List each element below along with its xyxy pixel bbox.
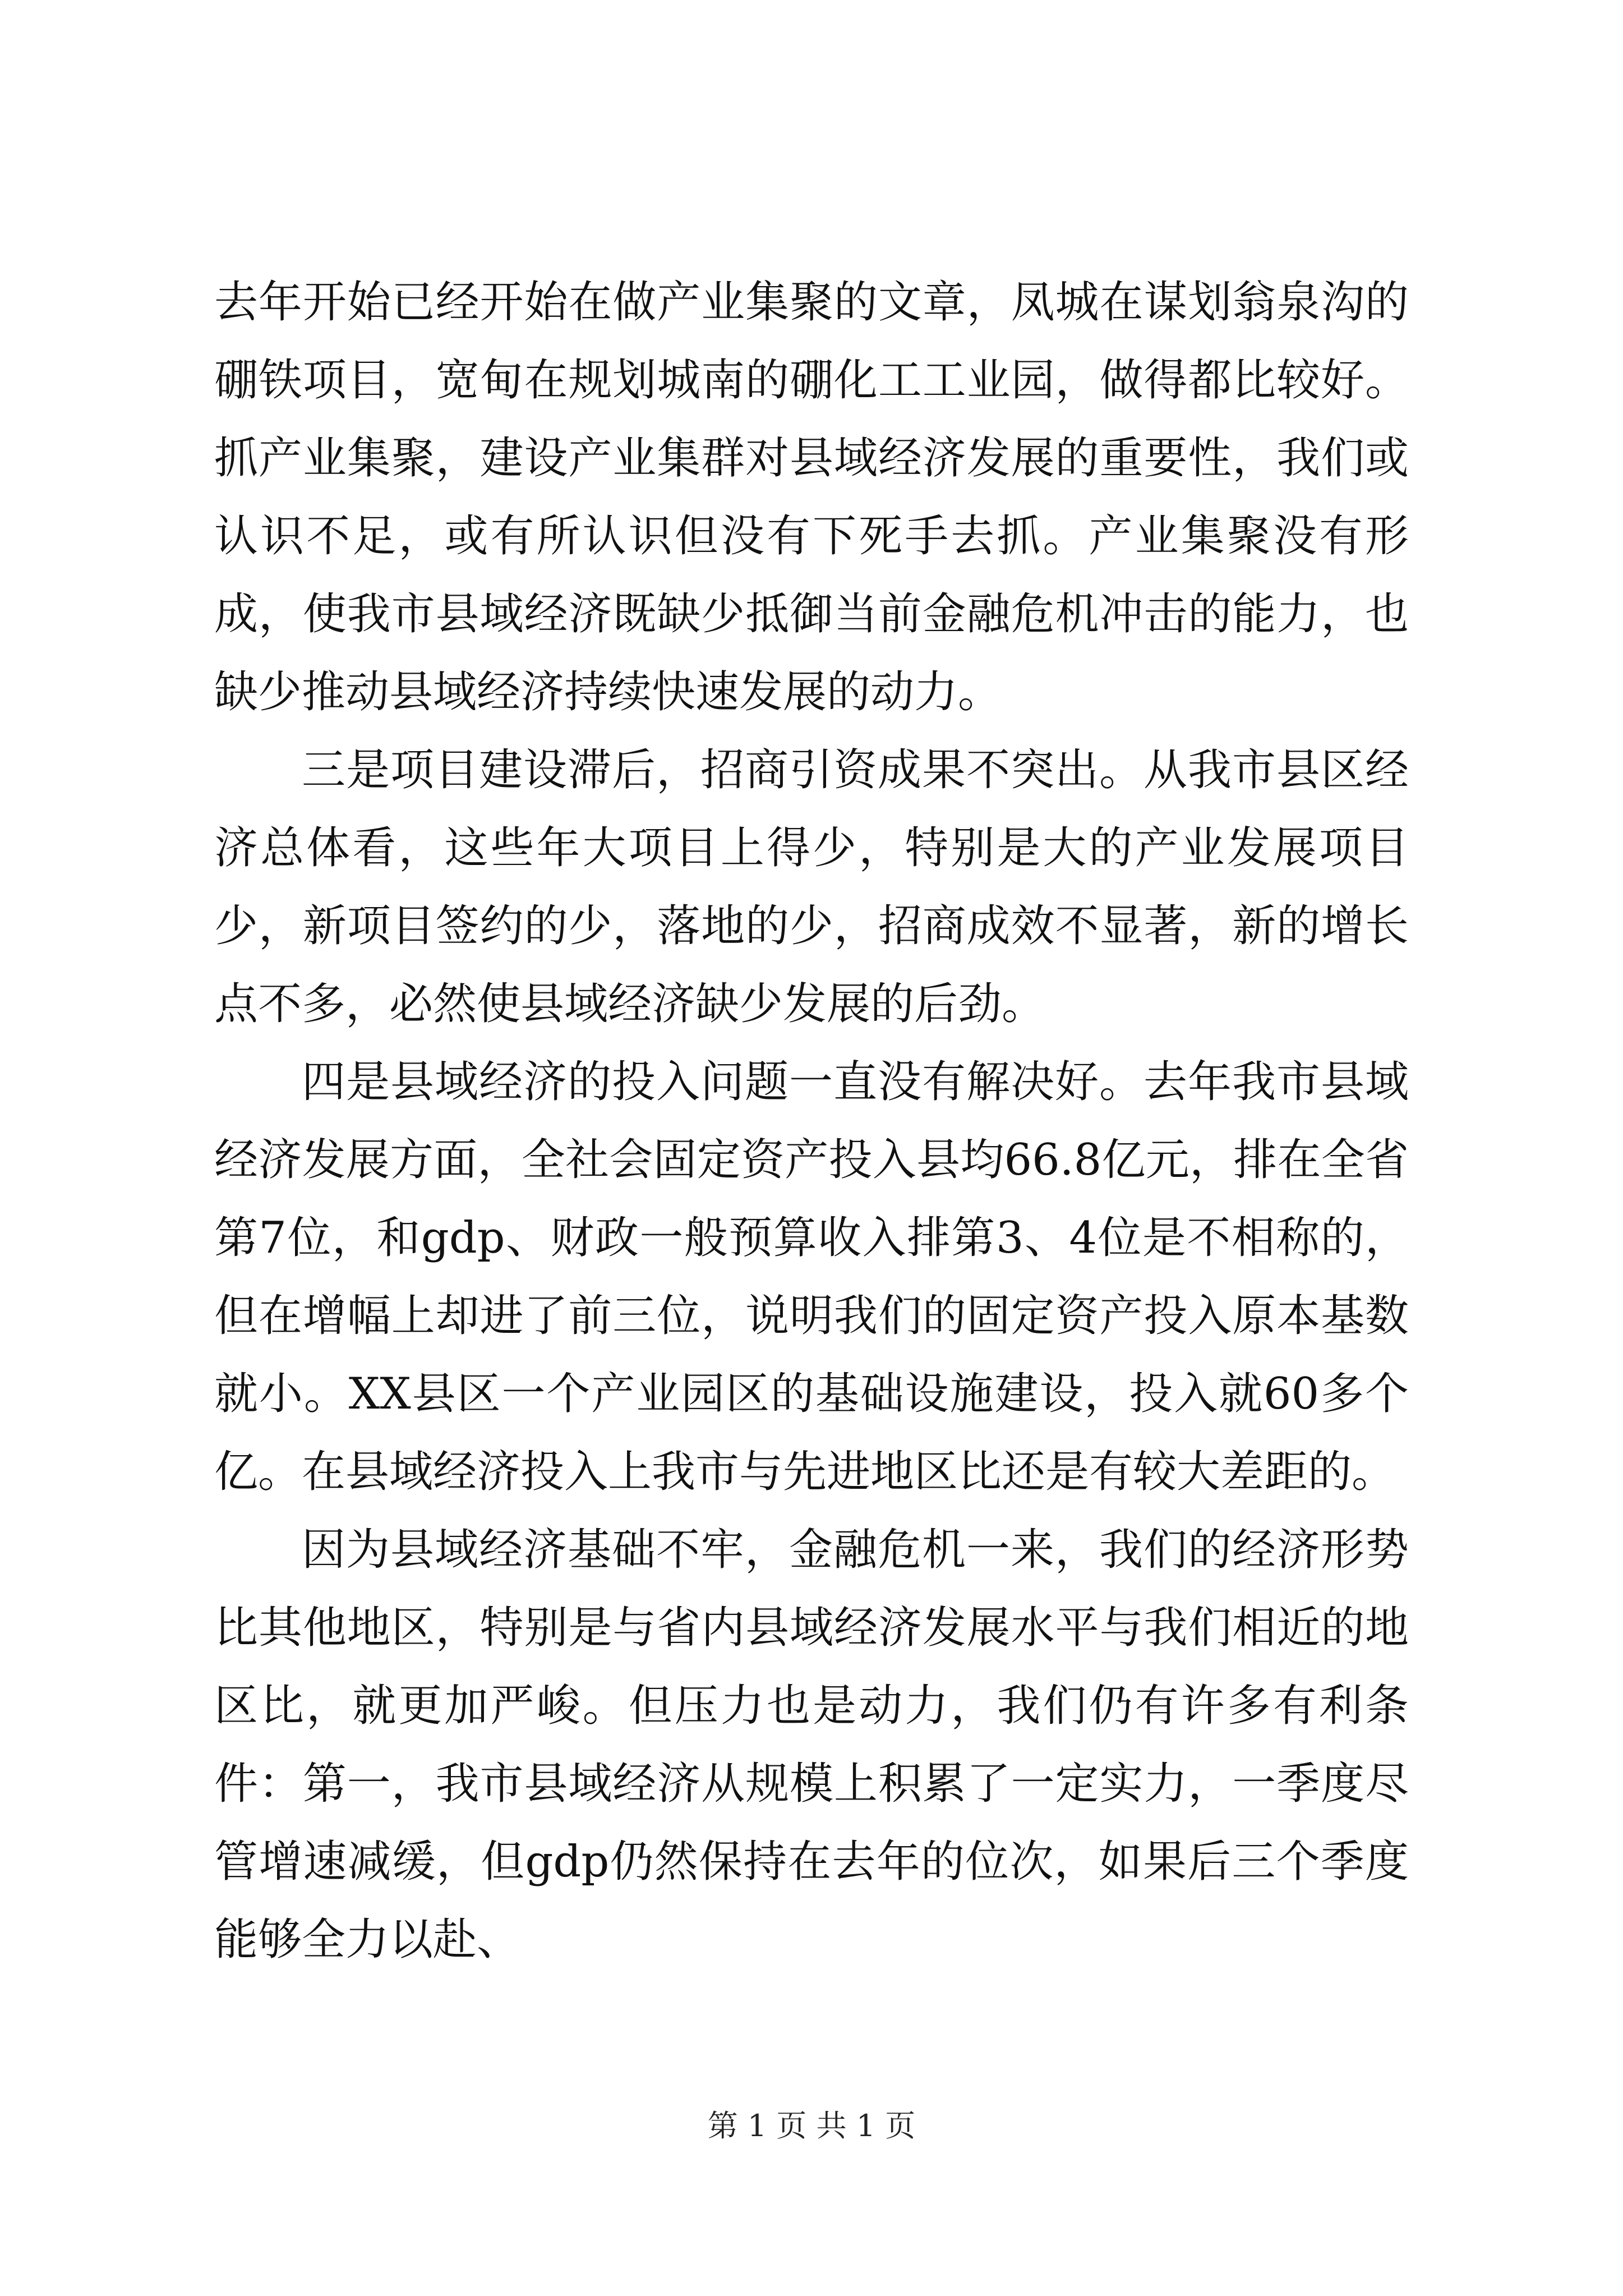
document-body bbox=[214, 264, 1409, 1979]
paragraph-project-construction: 三是项目建设滞后，招商引资成果不突出。从我市县区经济总体看，这些年大项目上得少，特别是大的产业发展项目少，新项目签约的少，落地的少，招商成效不显著，新的增长点不多，必然使县域经济缺少发展的后劲。 bbox=[214, 745, 1409, 1029]
page-footer: 第 1 页 共 1 页 bbox=[707, 2108, 916, 2143]
paragraph-financial-crisis: 因为县域经济基础不牢，金融危机一来，我们的经济形势比其他地区，特别是与省内县域经济发展水平与我们相近的地区比，就更加严峻。但压力也是动力，我们仍有许多有利条件：第一，我市县域经济从规模上积累了一定实力，一季度尽管增速减缓，但gdp仍然保持在去年的位次，如果后三个季度能够全力以赴、 bbox=[214, 1525, 1409, 1965]
paragraph-continuation: 去年开始已经开始在做产业集聚的文章，凤城在谋划翁泉沟的硼铁项目，宽甸在规划城南的硼化工工业园，做得都比较好。抓产业集聚，建设产业集群对县域经济发展的重要性，我们或认识不足，或有所认识但没有下死手去抓。产业集聚没有形成，使我市县域经济既缺少抵御当前金融危机冲击的能力，也缺少推动县域经济持续快速发展的动力。 bbox=[214, 277, 1409, 717]
paragraph-investment: 四是县域经济的投入问题一直没有解决好。去年我市县域经济发展方面，全社会固定资产投入县均66.8亿元，排在全省第7位，和gdp、财政一般预算收入排第3、4位是不相称的，但在增幅上却进了前三位，说明我们的固定资产投入原本基数就小。XX县区一个产业园区的基础设施建设，投入就60多个亿。在县域经济投入上我市与先进地区比还是有较大差距的。 bbox=[214, 1057, 1409, 1497]
